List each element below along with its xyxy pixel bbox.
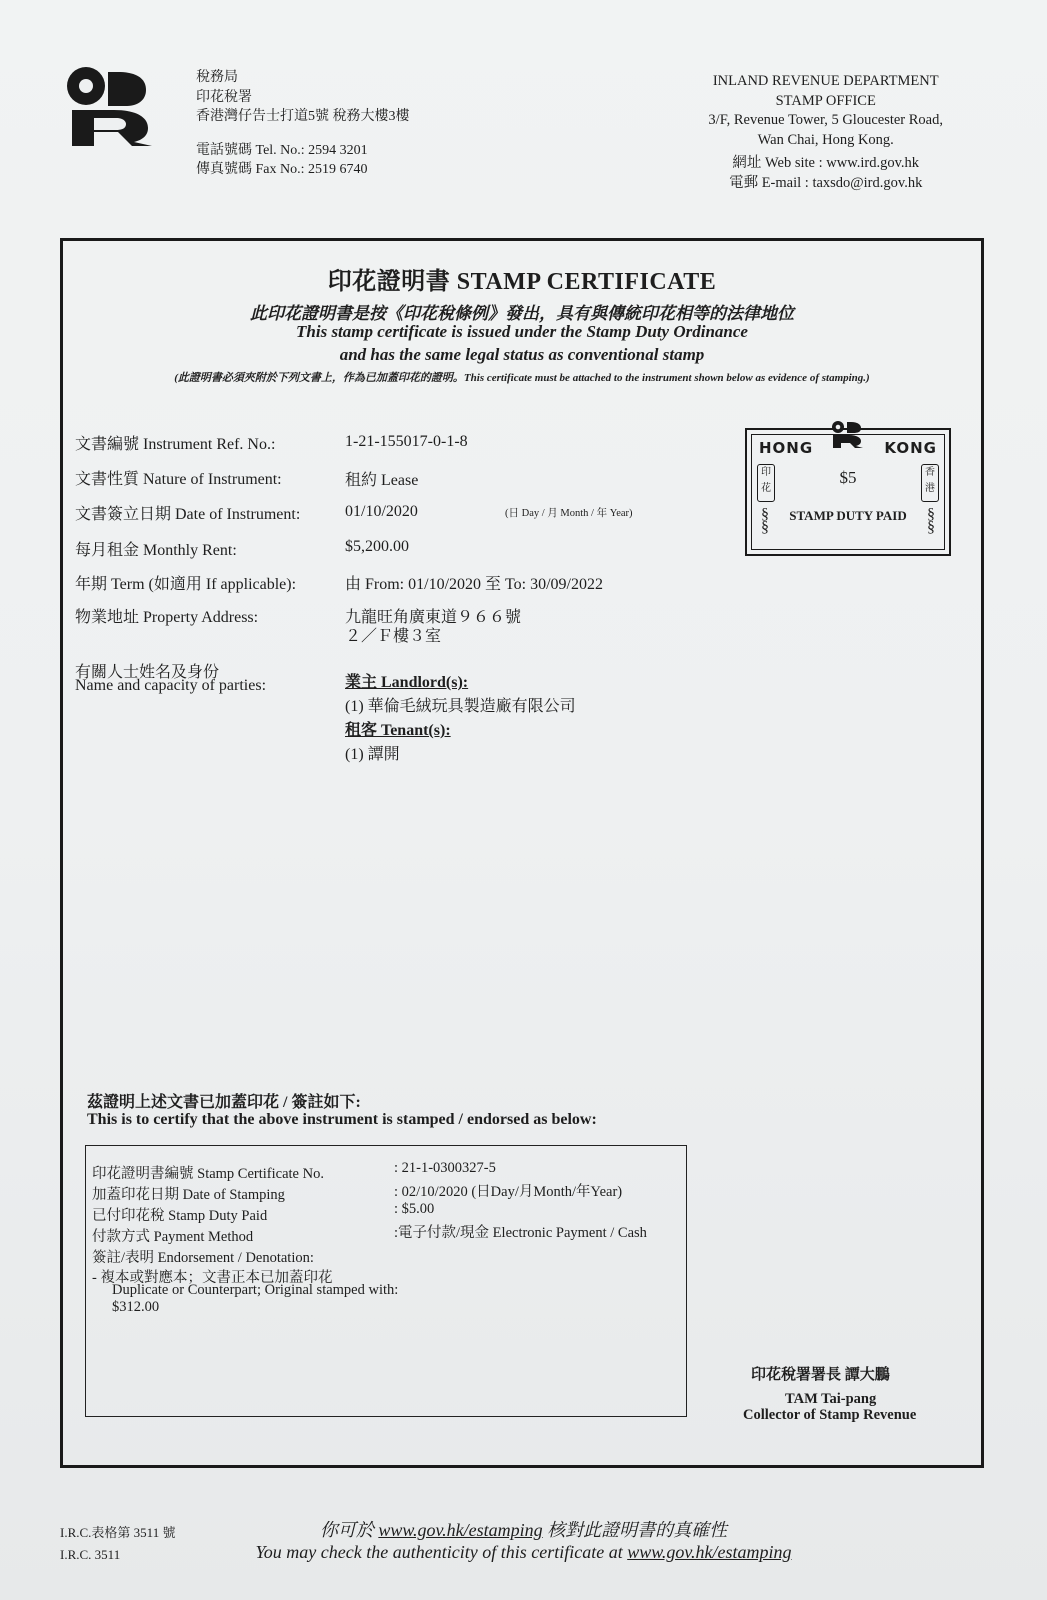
office-name-en: STAMP OFFICE <box>775 92 876 109</box>
verify-zh-prefix: 你可於 <box>319 1520 374 1540</box>
stamp-side-right: 香港 <box>921 464 939 502</box>
certificate-frame <box>60 238 984 1468</box>
fax-number: 傳真號碼 Fax No.: 2519 6740 <box>196 162 368 177</box>
parties-label-en: Name and capacity of parties: <box>75 677 267 694</box>
certify-text-en: This is to certify that the above instrument is stamped / endorsed as below: <box>87 1111 597 1128</box>
header-left <box>196 68 410 180</box>
collector-name-en: TAM Tai-pang <box>785 1391 877 1407</box>
verify-zh-suffix: 核對此證明書的真確性 <box>547 1520 728 1540</box>
certificate-title: 印花證明書 STAMP CERTIFICATE <box>327 269 717 295</box>
subtitle-en-2: and has the same legal status as conventional stamp <box>339 345 705 364</box>
field-label-date: 文書簽立日期 Date of Instrument: <box>75 506 301 523</box>
stamp-ornament-right: § § <box>927 506 935 536</box>
payment-method-label: 付款方式 Payment Method <box>92 1229 254 1245</box>
website: 網址 Web site : www.ird.gov.hk <box>732 155 920 171</box>
field-date-hint: (日 Day / 月 Month / 年 Year) <box>505 508 633 519</box>
cert-no-value: : 21-1-0300327-5 <box>394 1160 496 1176</box>
field-label-ref: 文書編號 Instrument Ref. No.: <box>75 436 276 453</box>
address-line-1: 3/F, Revenue Tower, 5 Gloucester Road, <box>708 112 943 128</box>
cert-no-label: 印花證明書編號 Stamp Certificate No. <box>92 1166 324 1182</box>
stamping-details-box <box>85 1145 687 1417</box>
stamp-side-left: 印花 <box>757 464 775 502</box>
form-number-en: I.R.C. 3511 <box>60 1547 121 1562</box>
field-label-rent: 每月租金 Monthly Rent: <box>75 542 237 559</box>
stamp-hong: HONG <box>759 439 814 457</box>
form-number-zh: I.R.C.表格第 3511 號 <box>60 1525 176 1540</box>
certify-text-zh: 茲證明上述文書已加蓋印花 / 簽註如下: <box>87 1094 361 1111</box>
subtitle-en-1: This stamp certificate is issued under the Stamp Duty Ordinance <box>296 322 748 341</box>
stamp-duty-paid-stamp <box>745 428 951 556</box>
payment-method-value: :電子付款/現金 Electronic Payment / Cash <box>394 1225 647 1241</box>
subtitle-zh: 此印花證明書是按《印花稅條例》發出，具有與傳統印花相等的法律地位 <box>250 304 794 323</box>
field-value-address-1: 九龍旺角廣東道９６６號 <box>345 609 522 626</box>
field-value-term: 由 From: 01/10/2020 至 To: 30/09/2022 <box>345 576 604 593</box>
endorsement-zh: - 複本或對應本；文書正本已加蓋印花 <box>92 1270 333 1286</box>
field-value-nature: 租約 Lease <box>345 472 419 489</box>
stamping-date-value: : 02/10/2020 (日Day/月Month/年Year) <box>394 1184 623 1200</box>
field-value-address-2: ２／Ｆ樓３室 <box>345 628 442 645</box>
address-line-2: Wan Chai, Hong Kong. <box>757 131 894 148</box>
endorsement-label: 簽註/表明 Endorsement / Denotation: <box>92 1250 314 1266</box>
duty-paid-label: 已付印花稅 Stamp Duty Paid <box>92 1208 268 1224</box>
dept-name-en: INLAND REVENUE DEPARTMENT <box>712 73 939 89</box>
endorsement-en: Duplicate or Counterpart; Original stamped with: <box>112 1282 399 1298</box>
ird-logo <box>66 66 154 146</box>
email: 電郵 E-mail : taxsdo@ird.gov.hk <box>729 174 923 191</box>
dept-name-zh: 稅務局 <box>196 70 238 85</box>
landlord-heading: 業主 Landlord(s): <box>345 674 469 691</box>
stamp-amount: $5 <box>839 468 857 487</box>
field-value-rent: $5,200.00 <box>345 538 409 555</box>
stamp-ornament-left: § § <box>761 506 769 536</box>
stamping-date-label: 加蓋印花日期 Date of Stamping <box>92 1187 285 1203</box>
field-value-ref: 1-21-155017-0-1-8 <box>345 433 468 450</box>
attachment-note: (此證明書必須夾附於下列文書上，作為已加蓋印花的證明。This certificate must be attached to the instrument shown below as evidence of stamping.) <box>174 372 870 384</box>
tenant-heading: 租客 Tenant(s): <box>345 722 451 739</box>
tenant-entry: (1) 譚開 <box>345 746 400 763</box>
endorsement-amount: $312.00 <box>112 1299 160 1315</box>
field-label-term: 年期 Term (如適用 If applicable): <box>75 576 297 593</box>
field-label-address: 物業地址 Property Address: <box>75 609 259 626</box>
header-right <box>708 72 943 193</box>
collector-title-zh: 印花稅署署長 譚大鵬 <box>751 1367 890 1383</box>
tel-number: 電話號碼 Tel. No.: 2594 3201 <box>196 142 368 158</box>
collector-title-en: Collector of Stamp Revenue <box>743 1407 917 1423</box>
stamp-ird-logo <box>831 420 865 448</box>
stamp-kong: KONG <box>884 439 937 457</box>
office-name-zh: 印花稅署 <box>196 89 252 105</box>
address-zh: 香港灣仔告士打道5號 稅務大樓3樓 <box>196 109 410 124</box>
field-label-nature: 文書性質 Nature of Instrument: <box>75 471 282 488</box>
verify-link-en[interactable]: www.gov.hk/estamping <box>627 1542 792 1562</box>
field-value-date: 01/10/2020 <box>345 503 418 520</box>
verify-line-en <box>0 1542 1047 1563</box>
stamp-paid-text: STAMP DUTY PAID <box>789 508 907 523</box>
landlord-entry: (1) 華倫毛絨玩具製造廠有限公司 <box>345 698 576 715</box>
parties-label-zh: 有關人士姓名及身份 <box>75 664 220 681</box>
verify-line-zh <box>0 1516 1047 1542</box>
verify-en-prefix: You may check the authenticity of this certificate at <box>255 1542 623 1562</box>
verify-link-zh[interactable]: www.gov.hk/estamping <box>378 1520 543 1540</box>
duty-paid-value: : $5.00 <box>394 1201 435 1217</box>
